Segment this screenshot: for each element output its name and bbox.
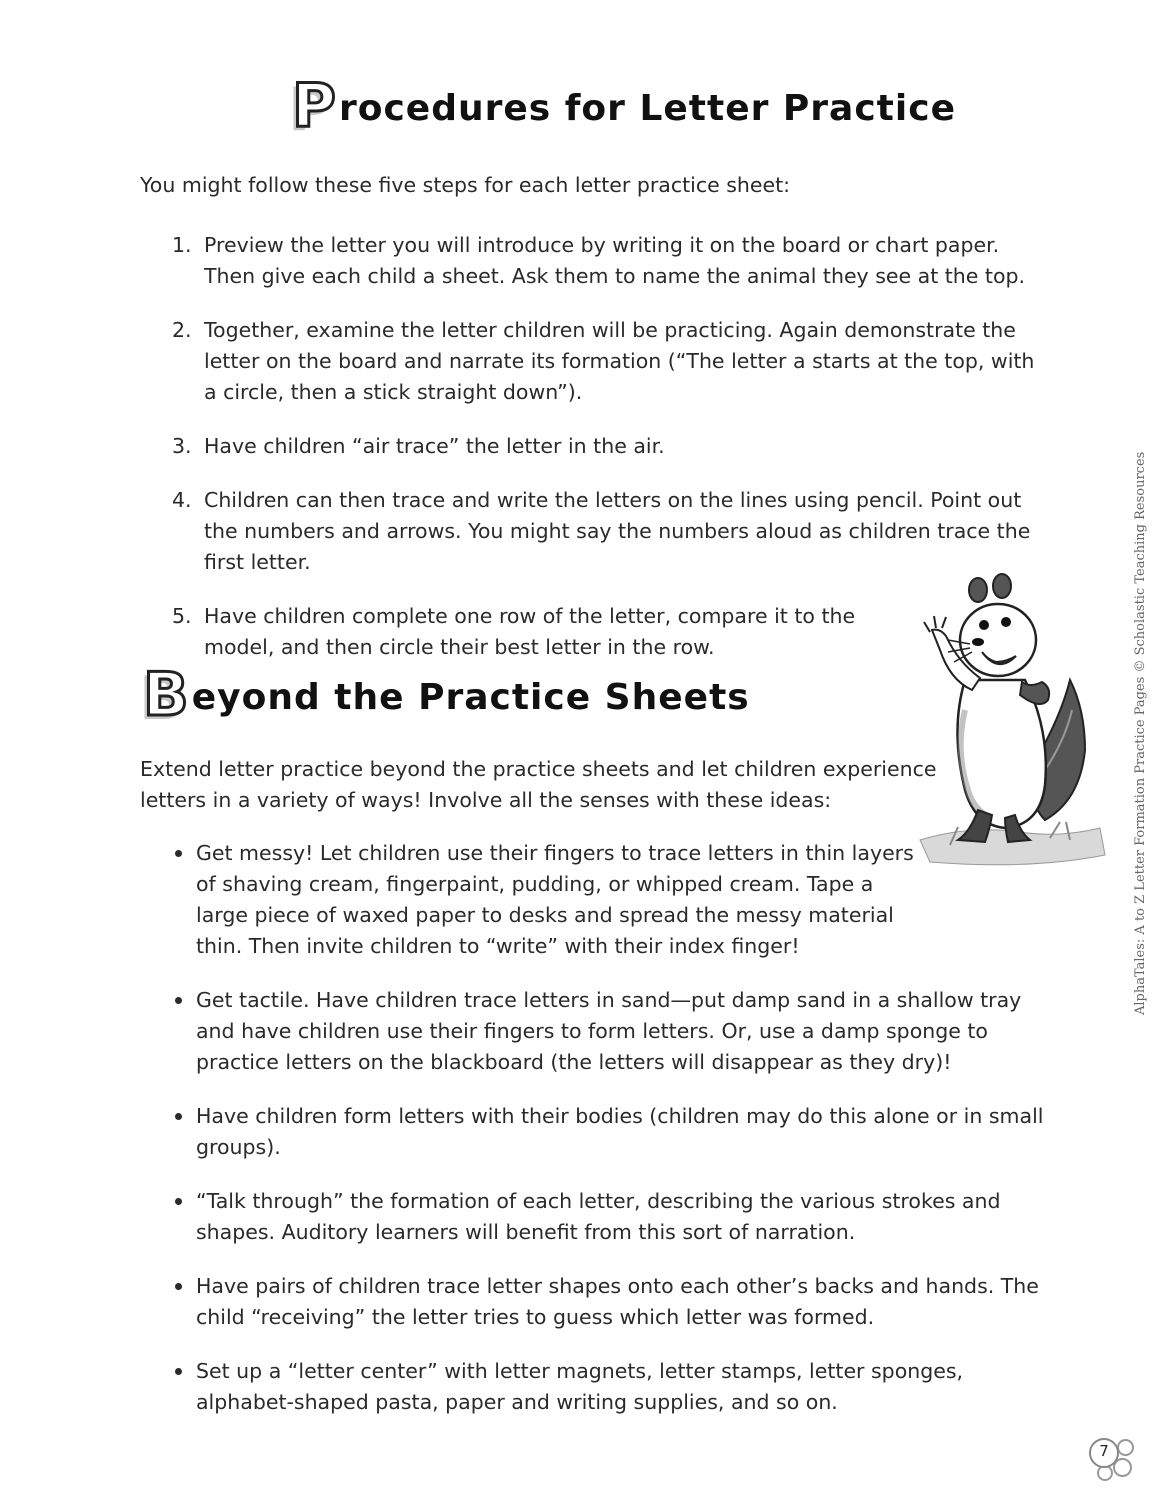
section-title-text: eyond the Practice Sheets bbox=[191, 677, 750, 718]
list-item bbox=[172, 1186, 1062, 1248]
step-number: 5. bbox=[172, 604, 192, 628]
step-text: Have children “air trace” the letter in the air. bbox=[204, 434, 665, 458]
step-text: Children can then trace and write the letters on the lines using pencil. Point out the numbers and arrows. You might say the numbers aloud as children trace the first letter. bbox=[204, 488, 1031, 574]
list-item bbox=[172, 230, 1052, 292]
list-item bbox=[172, 985, 1062, 1078]
list-item bbox=[172, 838, 916, 962]
bullet-icon bbox=[175, 850, 182, 857]
weasel-mascot-icon bbox=[910, 570, 1110, 880]
list-item bbox=[172, 315, 1052, 408]
list-item bbox=[172, 431, 1052, 462]
step-text: Together, examine the letter children will be practicing. Again demonstrate the letter on the board and narrate its formation (“The letter a starts at the top, with a circle, then a stick straight down”). bbox=[204, 318, 1035, 404]
step-text: Have children complete one row of the letter, compare it to the model, and then circle their best letter in the row. bbox=[204, 604, 856, 659]
ideas-list bbox=[172, 838, 1062, 1441]
bullet-icon bbox=[175, 1368, 182, 1375]
step-number: 2. bbox=[172, 318, 192, 342]
bullet-icon bbox=[175, 997, 182, 1004]
section-title-text: rocedures for Letter Practice bbox=[338, 88, 956, 129]
step-number: 3. bbox=[172, 434, 192, 458]
idea-text: Set up a “letter center” with letter magnets, letter stamps, letter sponges, alphabet-shaped pasta, paper and writing supplies, and so on. bbox=[196, 1359, 964, 1414]
page-number-badge bbox=[1086, 1434, 1136, 1480]
copyright-note: AlphaTales: A to Z Letter Formation Practice Pages © Scholastic Teaching Resources bbox=[1133, 451, 1148, 1015]
idea-text: “Talk through” the formation of each letter, describing the various strokes and shapes. Auditory learners will benefit from this sort of narration. bbox=[196, 1189, 1001, 1244]
idea-text: Have children form letters with their bodies (children may do this alone or in small groups). bbox=[196, 1104, 1044, 1159]
page-number: 7 bbox=[1099, 1442, 1109, 1460]
bullet-icon bbox=[175, 1283, 182, 1290]
bubble-icon bbox=[1117, 1439, 1134, 1456]
list-item bbox=[172, 1356, 1062, 1418]
step-number: 1. bbox=[172, 233, 192, 257]
idea-text: Get tactile. Have children trace letters in sand—put damp sand in a shallow tray and have children use their fingers to form letters. Or, use a damp sponge to practice letters on the blackboard (the letters will disappear as they dry)! bbox=[196, 988, 1022, 1074]
step-number: 4. bbox=[172, 488, 192, 512]
list-item bbox=[172, 485, 1052, 578]
list-item bbox=[172, 601, 904, 663]
section-title-beyond bbox=[143, 660, 750, 730]
list-item bbox=[172, 1271, 1062, 1333]
idea-text: Get messy! Let children use their fingers to trace letters in thin layers of shaving cream, fingerpaint, pudding, or whipped cream. Tape a large piece of waxed paper to desks and spread the messy material thin. Then invite children to “write” with their index finger! bbox=[196, 841, 914, 958]
intro-paragraph: Extend letter practice beyond the practice sheets and let children experience letters in a variety of ways! Involve all the senses with these ideas: bbox=[140, 757, 937, 812]
bullet-icon bbox=[175, 1113, 182, 1120]
bullet-icon bbox=[175, 1198, 182, 1205]
idea-text: Have pairs of children trace letter shapes onto each other’s backs and hands. The child “receiving” the letter tries to guess which letter was formed. bbox=[196, 1274, 1039, 1329]
dropcap-letter: P bbox=[292, 71, 337, 141]
dropcap-letter: B bbox=[143, 660, 190, 730]
list-item bbox=[172, 1101, 1062, 1163]
intro-paragraph: You might follow these five steps for each letter practice sheet: bbox=[140, 173, 791, 197]
section-title-procedures bbox=[292, 71, 956, 141]
step-text: Preview the letter you will introduce by writing it on the board or chart paper. Then give each child a sheet. Ask them to name the animal they see at the top. bbox=[204, 233, 1026, 288]
